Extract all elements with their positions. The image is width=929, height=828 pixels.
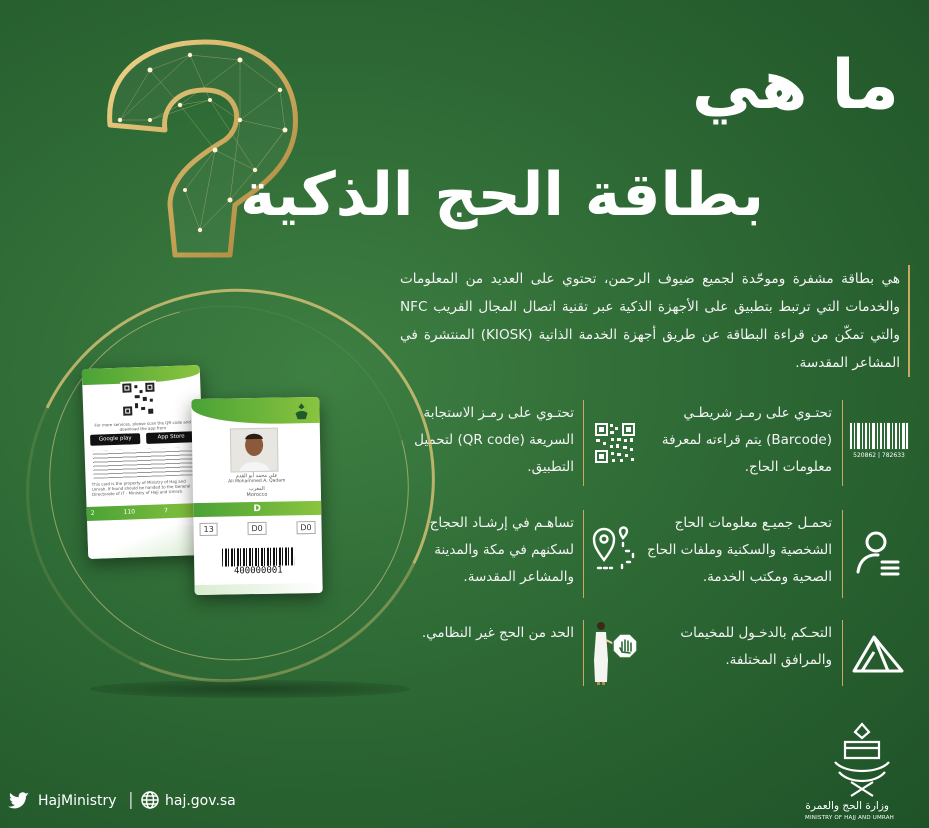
feature-location-text: تساهـم في إرشـاد الحجاج لسكنهم في مكة والمدينة والمشاعر المقدسة. — [429, 515, 574, 585]
ministry-name-en: MINISTRY OF HAJJ AND UMRAH — [805, 815, 894, 821]
card-front-box-row — [199, 521, 315, 536]
intro-box — [400, 265, 910, 377]
card-front-box-1: 13 — [199, 523, 217, 536]
card-back-qr-code — [120, 381, 157, 418]
twitter-handle[interactable]: HajMinistry — [38, 793, 117, 809]
card-back-number-1: 2 — [90, 509, 95, 517]
card-front-box-3: D0 — [296, 521, 315, 534]
card-back-number-2: 110 — [123, 508, 136, 516]
feature-tent-text: التحـكم بالدخـول للمخيمات والمرافق المختلفة. — [680, 625, 832, 668]
card-front-letter-band — [193, 501, 321, 517]
location-pin-icon — [592, 526, 636, 574]
title-line-1: ما هي — [691, 46, 899, 125]
intro-text: هي بطاقة مشفرة وموحّدة لجميع ضيوف الرحمن، تحتوي على العديد من المعلومات والخدمات التي ترتبط بتطبيق على الأجهزة الذكية عبر تقنية اتصال المجال القريب NFC والتي تمكّن من قراءة البطاقة عن طريق أجهزة الخدمة الذاتية (KIOSK) المنتشرة في المشاعر المقدسة. — [400, 271, 900, 371]
card-back-bottom-swoosh — [87, 525, 206, 559]
card-front — [191, 397, 322, 595]
card-front-nationality-ar: المغرب — [248, 485, 265, 493]
card-back-app-store — [146, 431, 196, 444]
feature-user-info — [646, 510, 910, 600]
feature-qr-text: تحتـوي على رمـز الاستجابة السريعة (QR code) لتحميل التطبيق. — [414, 405, 574, 475]
footer — [0, 778, 929, 828]
card-shadow — [90, 680, 410, 698]
photo-portrait — [231, 429, 278, 472]
smart-card-illustration — [20, 285, 440, 705]
card-front-box-2: D0 — [247, 522, 266, 535]
qr-code-icon — [594, 422, 636, 464]
card-front-emblem — [291, 401, 311, 421]
feature-user-info-text: تحمـل جميـع معلومات الحاج الشخصية والسكنية وملفات الحاج الصحية ومكتب الخدمة. — [646, 515, 832, 585]
title-line-2: بطاقة الحج الذكية — [239, 160, 764, 230]
google-play-label: Google play — [98, 435, 132, 443]
feature-barcode — [655, 400, 910, 490]
ministry-name-ar: وزارة الحج والعمرة — [805, 800, 889, 812]
twitter-icon — [8, 792, 30, 810]
feature-barcode-text: تحتـوي على رمـز شريطـي (Barcode) يتم قراءته لمعرفة معلومات الحاج. — [661, 405, 832, 475]
tent-icon — [852, 634, 904, 674]
card-front-nationality-en: Morocco — [246, 491, 268, 499]
user-list-icon — [852, 528, 902, 578]
card-front-photo — [230, 428, 279, 473]
website-link[interactable]: haj.gov.sa — [165, 793, 236, 809]
globe-icon — [140, 790, 160, 810]
app-store-label: App Store — [157, 433, 185, 441]
barcode-icon — [848, 422, 910, 458]
feature-tent — [655, 620, 910, 690]
card-back-number-3: 7 — [163, 507, 168, 515]
card-back — [82, 365, 207, 559]
footer-separator: | — [128, 790, 134, 810]
card-front-barcode-number: 400000001 — [233, 565, 283, 577]
card-front-name-en: Ali Mohammed A. Qadam — [228, 478, 286, 485]
card-back-property-note: This card is the property of Ministry of Hajj and Umrah. If found should be handed to the General Directorate of IT - Ministry of Hajj and Umrah. — [91, 478, 191, 497]
card-back-text-lines — [93, 447, 196, 479]
barcode-icon-number: 782633 | 520862 — [853, 452, 905, 458]
card-back-google-play — [90, 433, 140, 446]
card-front-barcode — [222, 547, 294, 566]
card-front-name-ar: علي محمد أبو القدم — [235, 472, 278, 480]
card-front-letter: D — [253, 503, 262, 515]
stop-pilgrim-icon — [592, 620, 638, 686]
card-back-download-note: For more services, please scan the QR code and download the app from — [94, 419, 191, 432]
feature-stop-text: الحد من الحج غير النظامي. — [421, 625, 574, 641]
